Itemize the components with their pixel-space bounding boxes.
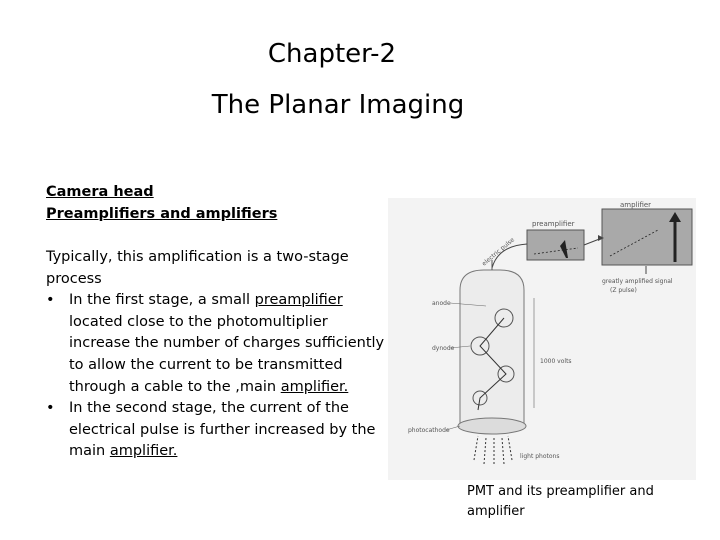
bullet-marker: •	[46, 292, 55, 309]
bullet-list	[46, 290, 386, 463]
label-photocathode: photocathode	[408, 427, 450, 434]
label-electric-pulse: electric pulse	[480, 236, 517, 268]
label-preamplifier: preamplifier	[532, 220, 575, 228]
label-amplifier: amplifier	[620, 201, 652, 209]
label-dynode: dynode	[432, 345, 455, 352]
intro-paragraph: Typically, this amplification is a two-stage process	[46, 249, 349, 287]
pmt-diagram	[388, 198, 696, 480]
term-preamplifier: preamplifier	[254, 292, 343, 309]
chapter-title: Chapter-2	[267, 39, 397, 69]
body-text	[46, 247, 386, 463]
label-light-photons: light photons	[520, 453, 560, 460]
amplifier-box	[602, 209, 692, 265]
bullet-text: In the second stage, the current of the electrical pulse is further increased by the main	[69, 400, 376, 460]
page-title: The Planar Imaging	[211, 90, 465, 120]
term-amplifier: amplifier.	[280, 378, 349, 395]
label-z-pulse: (Z pulse)	[610, 287, 637, 294]
pmt-figure	[388, 198, 696, 480]
subheading-preamplifiers: Preamplifiers and amplifiers	[46, 206, 278, 222]
subheading-camera-head: Camera head	[46, 184, 154, 200]
bullet-item	[46, 290, 386, 398]
label-greatly-amplified: greatly amplified signal	[602, 278, 673, 285]
label-anode: anode	[432, 300, 451, 307]
pmt-tube	[460, 270, 524, 424]
bullet-item	[46, 398, 386, 463]
label-volts: 1000 volts	[540, 358, 572, 365]
preamplifier-box	[527, 230, 584, 260]
bullet-text: located close to the photomultiplier increase the number of charges sufficiently to allow the current to be transmitted through a cable to the ,main	[69, 313, 385, 395]
bullet-marker: •	[46, 400, 55, 417]
figure-caption: PMT and its preamplifier and amplifier	[467, 484, 654, 519]
photocathode-window	[458, 418, 526, 434]
term-amplifier: amplifier.	[109, 443, 178, 460]
bullet-text: In the first stage, a small	[69, 292, 255, 309]
